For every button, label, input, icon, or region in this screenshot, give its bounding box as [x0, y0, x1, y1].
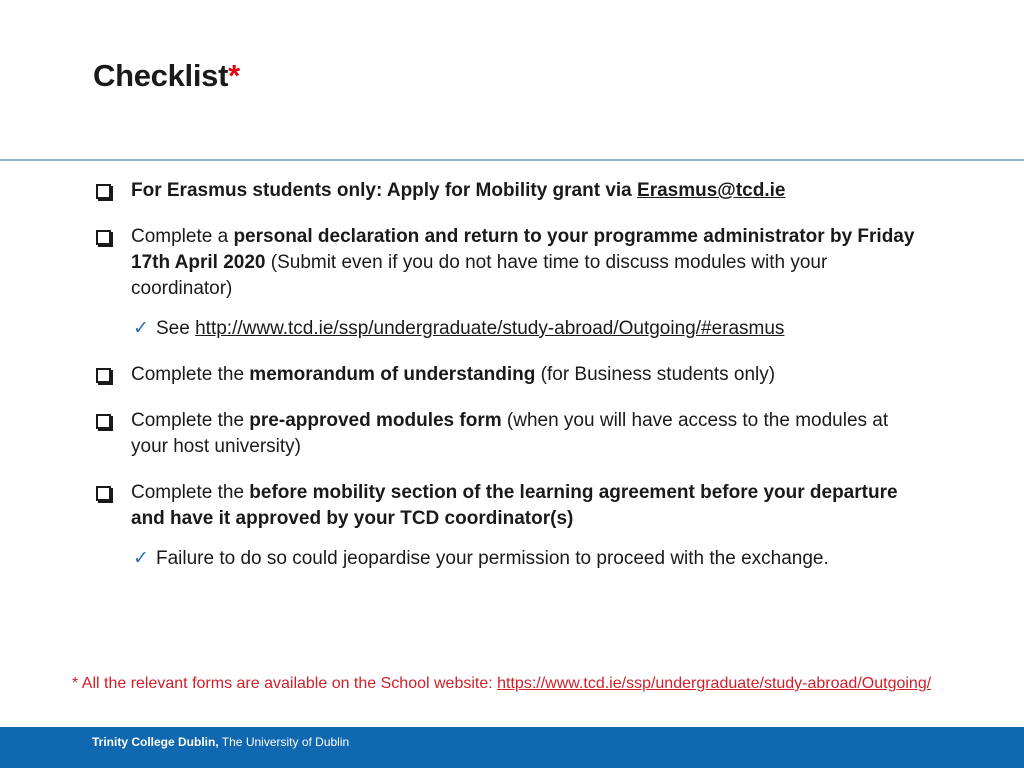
checklist-item-memorandum [96, 362, 926, 388]
checkmark-icon: ✓ [133, 548, 149, 569]
item-bold-text: pre-approved modules form [249, 410, 502, 431]
erasmus-email-link[interactable]: Erasmus@tcd.ie [637, 180, 786, 201]
subitem-text: Failure to do so could jeopardise your permission to proceed with the exchange. [156, 548, 829, 569]
forms-footnote [72, 672, 952, 696]
item-text: (Submit even if you do not have time to discuss modules with your coordinator) [131, 252, 828, 299]
checkmark-icon: ✓ [133, 318, 149, 339]
subitem-see-link [96, 316, 926, 342]
item-text: Complete a [131, 226, 234, 247]
item-bold-text: before mobility section of the learning agreement before your departure and have it approved by your TCD coordinator(s) [131, 482, 898, 529]
school-website-link[interactable]: https://www.tcd.ie/ssp/undergraduate/study-abroad/Outgoing/ [497, 675, 932, 692]
institution-name: Trinity College Dublin, [92, 735, 219, 749]
item-text: (for Business students only) [535, 364, 776, 385]
checkbox-icon [96, 230, 111, 245]
slide-title [93, 58, 240, 94]
item-bold-text: For Erasmus students only: Apply for Mobility grant via [131, 180, 638, 201]
footnote-text: * All the relevant forms are available on the School website: [72, 675, 498, 692]
checklist-item-learning-agreement [96, 480, 926, 532]
subitem-failure-warning [96, 546, 926, 572]
tcd-erasmus-url-link[interactable]: http://www.tcd.ie/ssp/undergraduate/study-abroad/Outgoing/#erasmus [195, 318, 785, 339]
item-text: Complete the [131, 364, 250, 385]
item-bold-text: personal declaration and return to your programme administrator by Friday 17th April 2020 [131, 226, 915, 273]
checklist-item-modules-form [96, 408, 926, 460]
title-text: Checklist [93, 58, 229, 93]
item-text: Complete the [131, 410, 250, 431]
checkbox-icon [96, 414, 111, 429]
checkbox-icon [96, 368, 111, 383]
title-asterisk: * [228, 58, 240, 93]
item-text: (when you will have access to the modules at your host university) [131, 410, 889, 457]
institution-subtitle: The University of Dublin [218, 735, 350, 749]
checkbox-icon [96, 184, 111, 199]
checklist [96, 178, 926, 592]
footer-institution [92, 735, 349, 749]
checklist-item-mobility-grant [96, 178, 926, 204]
checklist-item-personal-declaration [96, 224, 926, 302]
item-bold-text: memorandum of understanding [249, 364, 536, 385]
footer-bar [0, 727, 1024, 768]
title-divider [0, 159, 1024, 161]
subitem-text: See [156, 318, 196, 339]
checkbox-icon [96, 486, 111, 501]
item-text: Complete the [131, 482, 250, 503]
